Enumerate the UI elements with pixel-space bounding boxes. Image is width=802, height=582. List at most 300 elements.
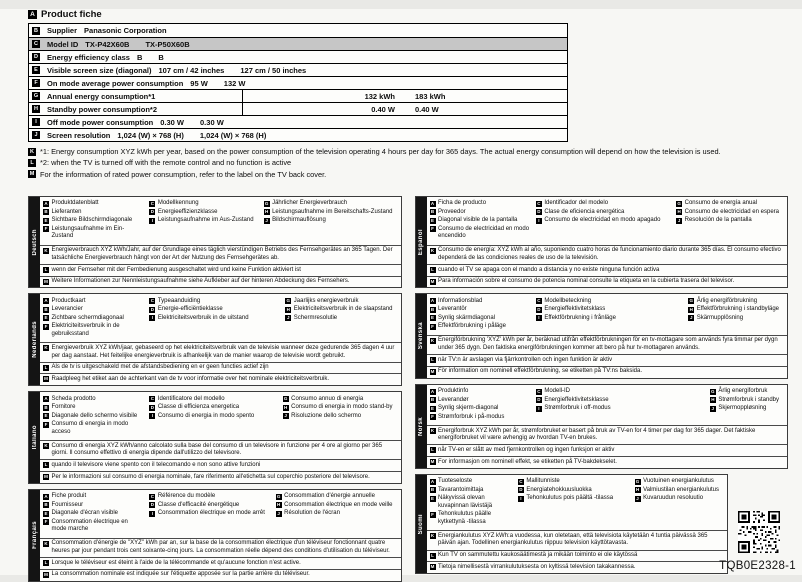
note-letter-badge: L [431, 447, 434, 453]
value-model-2: 183 kWh [415, 91, 446, 101]
term-item [149, 200, 261, 208]
term-label: Consumo de electricidad en modo encendido [438, 225, 530, 240]
term-letter-badge: D [150, 502, 154, 508]
term-letter-badge: E [430, 315, 434, 321]
terms-column [43, 297, 149, 340]
term-item [536, 298, 686, 306]
language-block [28, 489, 402, 582]
value-model-1: 95 W [190, 78, 208, 88]
note-text: Energieverbruik XYZ kWh/jaar, gebaseerd op het elektriciteitsverbruik van de televisie wanneer deze gedurende 365 dagen 4 uur per dag aanstaat. Het feitelijke energieverbruik is afhankelijk van de manier waarop de televisie wordt gebruikt. [51, 344, 395, 359]
term-label: Consumo di energia in modo spento [157, 412, 255, 419]
term-item [149, 502, 273, 510]
term-letter-badge: I [149, 413, 155, 419]
footnote-letter-badge: L [28, 159, 36, 167]
row-label: Supplier [47, 26, 78, 35]
term-letter-badge: E [430, 405, 434, 411]
term-item [710, 397, 779, 405]
language-notes [427, 425, 788, 468]
term-item [149, 396, 280, 404]
term-item [536, 397, 708, 405]
term-item [43, 306, 144, 314]
page-title: Product fiche [41, 9, 102, 20]
language-tab [29, 197, 40, 288]
term-label: Typeaanduiding [157, 297, 201, 304]
term-label: Tuoteseloste [438, 478, 473, 485]
language-content [427, 197, 788, 288]
row-letter-badge: H [32, 105, 40, 113]
term-letter-badge: A [430, 478, 435, 484]
language-note [40, 373, 401, 385]
term-item [283, 396, 393, 404]
terms-grid [40, 294, 401, 342]
term-letter-badge: I [149, 315, 155, 321]
note-text: Als de tv is uitgeschakeld met de afstandsbediening en er geen functies actief zijn [51, 364, 269, 371]
term-letter-badge: A [44, 493, 48, 499]
table-row [29, 37, 567, 50]
terms-column [43, 395, 149, 438]
term-letter-badge: C [537, 388, 541, 394]
terms-column [43, 199, 149, 242]
note-letter-badge: M [44, 474, 48, 480]
note-text: Energiforbruk XYZ kWh per år, strømforbruket er basert på bruk av TV-en for 4 timer per dag for 365 dager. Det faktiske energiforbruket vil være avhengig av hvordan TV-en brukes. [438, 427, 756, 442]
section-letter-badge: A [28, 10, 37, 19]
term-label: Årlig energiforbruk [718, 388, 768, 395]
value-model-1: 1,024 (W) × 768 (H) [117, 130, 184, 140]
term-item [676, 217, 779, 225]
language-notes [427, 335, 788, 378]
table-row [29, 76, 567, 89]
term-label: Strømforbruk i off-modus [544, 405, 611, 412]
row-label: Standby power consumption*2 [47, 104, 158, 114]
term-item [430, 323, 531, 331]
term-letter-badge: H [276, 502, 281, 508]
language-block [28, 293, 402, 386]
term-letter-badge: E [430, 217, 434, 223]
terms-column [430, 199, 536, 242]
term-item [43, 421, 144, 436]
term-item [688, 298, 779, 306]
term-item [149, 217, 261, 225]
language-note [40, 276, 401, 288]
language-note [427, 354, 788, 366]
term-letter-badge: I [149, 218, 155, 224]
table-row [29, 115, 567, 128]
term-letter-badge: A [44, 298, 48, 304]
language-note [427, 456, 788, 468]
term-letter-badge: A [430, 298, 435, 304]
term-letter-badge: A [44, 200, 48, 206]
term-item [149, 510, 273, 518]
term-label: Diagonal visible de la pantalla [438, 217, 518, 224]
note-letter-badge: K [430, 533, 435, 539]
language-note [40, 557, 401, 569]
language-content [40, 294, 401, 385]
term-letter-badge: I [536, 406, 542, 412]
term-item [430, 200, 531, 208]
term-item [276, 493, 393, 501]
value-model-2: 0.30 W [200, 117, 224, 127]
note-text: quando il televisore viene spento con il telecomando e non sono attive funzioni [51, 461, 261, 468]
language-note [427, 425, 788, 444]
language-note [427, 444, 788, 456]
terms-grid [427, 385, 788, 426]
term-label: Jaarlijks energieverbruik [293, 297, 359, 304]
row-letter-badge: I [32, 118, 40, 126]
terms-grid [427, 197, 788, 245]
terms-column [264, 199, 398, 242]
term-item [149, 315, 283, 323]
term-letter-badge: J [689, 315, 693, 321]
term-item [43, 200, 144, 208]
term-label: Fornitore [51, 404, 76, 411]
language-note [40, 440, 401, 459]
terms-column [430, 297, 536, 332]
terms-column [285, 297, 397, 340]
term-letter-badge: I [536, 218, 542, 224]
term-item [430, 414, 531, 422]
term-item [710, 405, 779, 413]
note-letter-badge: M [430, 278, 435, 284]
term-item [285, 306, 392, 314]
row-values [190, 79, 245, 88]
term-label: Tehonkulutus päälle kytkettynä -tilassa [438, 511, 492, 525]
term-letter-badge: H [711, 397, 715, 403]
term-label: Schermresolutie [293, 314, 338, 321]
note-letter-badge: M [44, 376, 48, 382]
language-note [427, 561, 728, 573]
term-letter-badge: H [286, 306, 290, 312]
language-content [40, 392, 401, 483]
term-letter-badge: B [430, 487, 435, 493]
row-label: Model ID [47, 39, 79, 49]
term-item [536, 388, 708, 396]
language-note [40, 471, 401, 483]
term-item [430, 397, 531, 405]
note-letter-badge: M [430, 564, 435, 570]
term-letter-badge: B [44, 306, 48, 312]
term-label: Skärmupplösning [696, 314, 744, 321]
term-label: Zichtbare schermdiagonaal [51, 314, 124, 321]
term-label: Diagonale dello schermo visibile [51, 412, 138, 419]
term-item [149, 298, 283, 306]
terms-column [430, 387, 536, 422]
row-letter-badge: E [32, 66, 40, 74]
language-name: Norsk [418, 416, 424, 436]
row-values [85, 40, 189, 49]
term-letter-badge: G [276, 493, 281, 499]
language-block [28, 391, 402, 484]
term-item [43, 502, 144, 510]
row-values [84, 26, 183, 35]
language-block [415, 196, 789, 289]
term-item [149, 413, 280, 421]
term-letter-badge: B [44, 404, 48, 410]
term-letter-badge: B [430, 397, 435, 403]
table-row [29, 89, 567, 102]
product-fiche-table [28, 23, 568, 142]
term-letter-badge: H [264, 209, 269, 215]
table-row [29, 63, 567, 76]
term-item [430, 405, 531, 413]
term-label: Résolution de l'écran [284, 510, 340, 517]
term-label: Synlig skjerm-diagonal [438, 405, 499, 412]
note-text: när TV:n är avslagen via fjärrkontrollen och ingen funktion är aktiv [438, 356, 613, 363]
language-name: Svenska [418, 322, 424, 350]
note-letter-badge: L [44, 462, 48, 468]
term-label: Diagonale d'écran visible [51, 510, 119, 517]
table-row [29, 102, 567, 115]
footnote [28, 170, 776, 179]
term-label: Elektriciteitsverbruik in de gebruiksstand [51, 323, 120, 337]
terms-column [536, 297, 688, 332]
term-letter-badge: C [150, 493, 154, 499]
value-model-2: 1,024 (W) × 768 (H) [199, 130, 267, 140]
language-content [40, 490, 401, 581]
row-label: Visible screen size (diagonal) [47, 65, 152, 75]
term-item [536, 200, 674, 208]
terms-column [276, 492, 398, 535]
term-item [518, 495, 633, 503]
note-text: Tietoja nimellisestä virrankulutuksesta on kyltissä television takakannessa. [438, 563, 636, 570]
terms-column [149, 395, 282, 438]
term-label: Mallitunniste [526, 478, 560, 485]
term-letter-badge: G [689, 298, 693, 304]
term-letter-badge: J [265, 217, 268, 223]
language-note [40, 264, 401, 276]
note-text: Raadpleeg het etiket aan de achterkant van de tv voor informatie over het nominale elektriciteitsverbruik. [51, 375, 329, 382]
term-label: Classe di efficienza energetica [157, 404, 240, 411]
language-name: Italiano [31, 425, 38, 450]
product-fiche-document [0, 9, 802, 578]
table-row [29, 128, 567, 141]
term-item [43, 323, 144, 338]
language-note [427, 276, 788, 288]
term-label: Leverancier [51, 306, 83, 313]
term-label: Effektförbrukning i påläge [438, 323, 506, 330]
term-item [264, 209, 393, 217]
term-item [43, 396, 144, 404]
term-letter-badge: D [150, 306, 154, 312]
term-letter-badge: C [537, 200, 541, 206]
term-item [430, 511, 513, 526]
note-text: Consumo de energía: XYZ kWh al año, suponiendo cuatro horas de funcionamiento diario durante 365 días. El consumo efectivo dependerá de las condiciones reales de uso de la televisión. [438, 247, 781, 261]
language-notes [427, 530, 728, 573]
term-letter-badge: G [711, 388, 715, 394]
term-letter-badge: E [44, 217, 48, 223]
term-label: Productkaart [51, 297, 86, 304]
row-label: Screen resolution [47, 130, 111, 140]
term-letter-badge: F [44, 519, 48, 525]
term-letter-badge: F [44, 226, 48, 232]
term-item [283, 413, 393, 421]
term-item [43, 209, 144, 217]
language-block [415, 384, 789, 469]
term-label: Consumo annuo di energia [291, 395, 364, 402]
term-letter-badge: B [44, 502, 48, 508]
note-text: cuando el TV se apaga con el mando a distancia y no existe ninguna función activa [438, 266, 660, 273]
language-name: Nederlands [31, 321, 38, 359]
term-item [43, 217, 144, 225]
term-item [43, 493, 144, 501]
language-note [40, 459, 401, 471]
term-letter-badge: F [44, 323, 48, 329]
term-label: Energieffektivitetsklasse [544, 396, 609, 403]
language-notes [40, 440, 401, 483]
term-label: Produktdatenblatt [51, 200, 99, 207]
term-letter-badge: H [283, 404, 288, 410]
term-label: Leistungsaufnahme im Ein-Zustand [51, 225, 125, 240]
footnote [28, 147, 776, 156]
note-letter-badge: M [430, 459, 435, 465]
term-item [536, 315, 686, 323]
term-label: Modellbeteckning [544, 297, 592, 304]
value-model-1: 107 cm / 42 inches [158, 65, 225, 75]
term-label: Consumo de electricidad en espera [684, 208, 779, 215]
note-text: Para información sobre el consumo de potencia nominal consulte la etiqueta en la cubierta trasera del televisor. [438, 278, 735, 285]
term-label: Årlig energiförbrukning [696, 297, 758, 304]
term-label: Jährlicher Energieverbrauch [272, 200, 348, 207]
row-letter-badge: B [32, 27, 40, 35]
term-item [276, 510, 393, 518]
term-label: Energie-efficiëntieklasse [157, 306, 223, 313]
note-letter-badge: K [44, 443, 48, 449]
row-letter-badge: C [32, 40, 40, 48]
language-note [40, 342, 401, 361]
row-label: Off mode power consumption [47, 117, 154, 127]
note-letter-badge: L [431, 357, 434, 363]
term-item [43, 226, 144, 241]
term-letter-badge: F [44, 421, 48, 427]
term-letter-badge: D [537, 397, 541, 403]
footnote-text: *2: when the TV is turned off with the remote control and no function is active [40, 158, 292, 168]
row-values [117, 131, 266, 140]
language-content [427, 475, 728, 573]
term-item [285, 315, 392, 323]
term-label: Ficha de producto [438, 200, 487, 207]
term-letter-badge: C [537, 298, 541, 304]
term-label: Energiatehokkuusluokka [526, 486, 592, 493]
value-model-1: 132 kWh [364, 91, 395, 101]
note-text: Consommation d'énergie de "XYZ" kWh par an, sur la base de la consommation électrique d'un téléviseur fonctionnant quatre heures par jour pendant trois cent soixante-cinq jours. La consommation réelle dépend des conditions d'utilisation du téléviseur. [51, 540, 390, 554]
language-tab [416, 385, 427, 468]
terms-column [149, 199, 263, 242]
term-item [149, 209, 261, 217]
terms-column [710, 387, 784, 422]
term-letter-badge: J [677, 217, 681, 223]
language-note [427, 366, 788, 378]
language-notes [40, 245, 401, 288]
term-item [43, 413, 144, 421]
term-letter-badge: G [677, 200, 681, 206]
terms-column [536, 387, 710, 422]
term-item [264, 217, 393, 225]
term-item [43, 510, 144, 518]
language-notes [40, 342, 401, 385]
term-letter-badge: E [44, 413, 48, 419]
terms-column [635, 477, 724, 527]
translations-section [28, 196, 788, 582]
note-text: wenn der Fernseher mit der Fernbedienung ausgeschaltet wird und keine Funktion aktiviert ist [51, 266, 301, 273]
value-model-1: B [136, 52, 143, 62]
term-item [536, 217, 674, 225]
language-notes [40, 538, 401, 581]
term-item [688, 315, 779, 323]
qr-code-graphic [738, 511, 780, 553]
term-letter-badge: B [430, 306, 435, 312]
term-letter-badge: B [430, 209, 435, 215]
term-letter-badge: E [44, 315, 48, 321]
term-letter-badge: H [635, 487, 640, 493]
note-text: Weitere Informationen zur Nennleistungsaufnahme siehe Aufkleber auf der hinteren Abdeckung des Fernsehers. [51, 278, 350, 285]
term-label: Elektriciteitsverbruik in de slaapstand [293, 306, 393, 313]
term-item [536, 306, 686, 314]
term-label: Energieffektivitetsklass [544, 306, 606, 313]
term-letter-badge: H [689, 306, 693, 312]
term-item [536, 209, 674, 217]
table-row [29, 24, 567, 37]
term-letter-badge: D [537, 306, 541, 312]
terms-grid [40, 490, 401, 538]
note-letter-badge: L [431, 267, 434, 273]
term-item [285, 298, 392, 306]
term-item [635, 487, 719, 495]
term-label: Leverandør [438, 396, 469, 403]
term-label: Vuotuinen energiankulutus [643, 478, 714, 485]
term-item [149, 493, 273, 501]
term-item [43, 298, 144, 306]
note-letter-badge: M [44, 571, 48, 577]
term-label: Risoluzione dello schermo [291, 412, 362, 419]
term-label: Effektförbrukning i standbyläge [696, 306, 779, 313]
value-model-2: 127 cm / 50 inches [240, 65, 307, 75]
term-label: Proveedor [438, 208, 466, 215]
language-tab [416, 475, 427, 573]
language-tab [416, 197, 427, 288]
term-letter-badge: B [44, 209, 48, 215]
term-item [283, 404, 393, 412]
term-label: Fournisseur [51, 501, 84, 508]
row-label: Energy efficiency class [47, 52, 130, 62]
language-name: Suomi [418, 513, 424, 535]
term-letter-badge: C [150, 200, 154, 206]
term-letter-badge: G [635, 478, 640, 484]
term-label: Leverantör [438, 306, 467, 313]
term-letter-badge: G [264, 200, 269, 206]
row-letter-badge: J [32, 131, 40, 139]
term-item [264, 200, 393, 208]
footnote-letter-badge: K [28, 148, 36, 156]
document-header [28, 9, 802, 20]
term-label: Identificatore del modello [157, 395, 225, 402]
term-item [536, 405, 708, 413]
term-label: Strømforbruk i på-modus [438, 413, 505, 420]
note-text: Consumo di energia XYZ kWh/anno calcolato sulla base del consumo di un televisore in funzione per 4 ore al giorno per 365 giorni. Il consumo effettivo di energia dipende dall'utilizzo del televisore. [51, 442, 383, 457]
note-letter-badge: L [44, 560, 48, 566]
language-name: Español [418, 229, 424, 256]
terms-grid [40, 392, 401, 440]
language-notes [427, 245, 788, 288]
term-letter-badge: E [430, 495, 434, 501]
note-text: Kun TV on sammutettu kaukosäätimestä ja mikään toiminto ei ole käytössä [438, 552, 638, 559]
term-item [430, 315, 531, 323]
language-note [40, 245, 401, 264]
terms-column [430, 477, 518, 527]
language-block [415, 293, 789, 378]
term-letter-badge: F [431, 226, 434, 232]
term-label: Consommation électrique en mode veille [284, 501, 393, 508]
language-note [40, 538, 401, 557]
note-text: Lorsque le téléviseur est éteint à l'aide de la télécommande et qu'aucune fonction n'est active. [51, 559, 301, 566]
